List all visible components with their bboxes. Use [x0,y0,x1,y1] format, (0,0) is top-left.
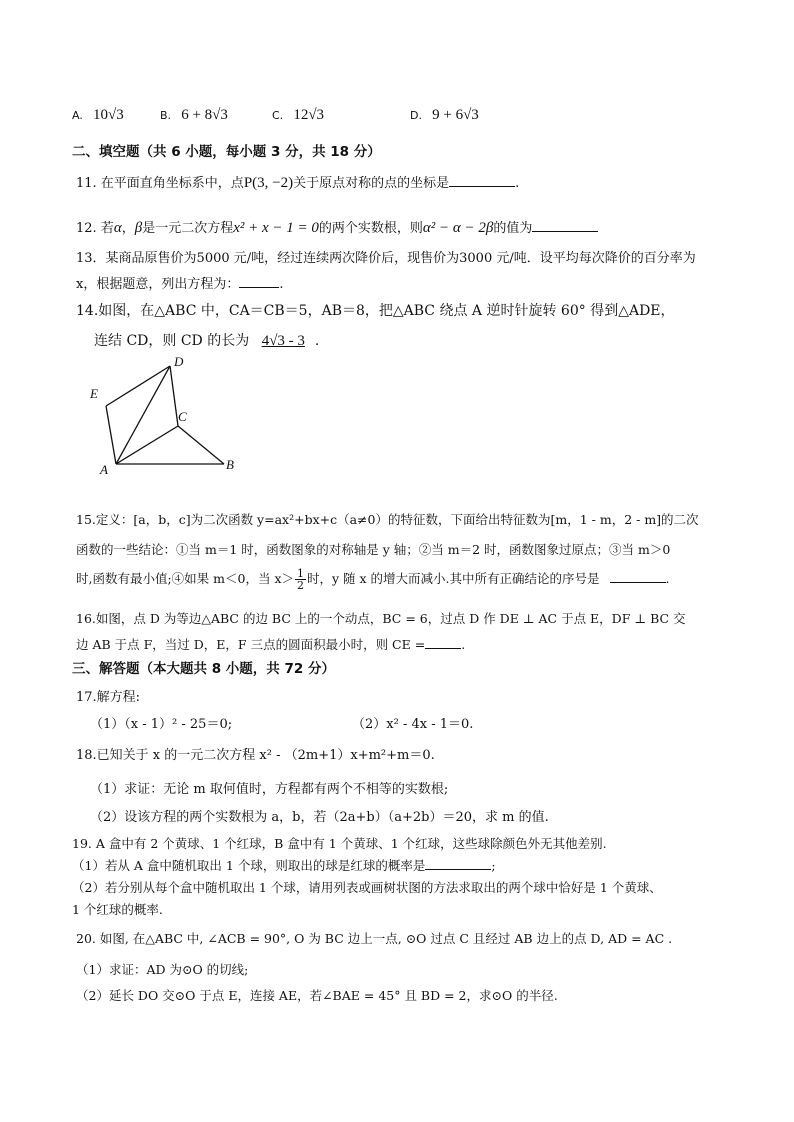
q15-end: . [665,571,670,586]
question-20-title: 20. 如图, 在△ABC 中, ∠ACB = 90°, O 为 BC 边上一点, ⊙O 过点 C 且经过 AB 边上的点 D, AD = AC . [76,931,673,946]
q19-answer-blank[interactable] [425,857,491,870]
option-c [272,107,324,124]
question-15-line-1: 15.定义：[a，b，c]为二次函数 y=ax²+bx+c（a≠0）的特征数，下面给出特征数为[m，1 - m，2 - m]的二次 [76,512,699,527]
label-e: E [90,386,98,401]
question-15-line-2: 函数的一些结论：①当 m＝1 时，函数图象的对称轴是 y 轴；②当 m＝2 时，函数图象过原点；③当 m＞0 [76,542,671,557]
segment-ae [106,406,116,464]
question-20-part-1: （1）求证：AD 为⊙O 的切线; [76,962,249,977]
q11-answer-blank[interactable] [449,174,515,187]
segment-dc [170,366,178,426]
label-a: A [100,462,108,477]
segment-ac [116,426,178,464]
section-3-title: 三、解答题（本大题共 8 小题，共 72 分） [72,661,335,677]
q16-end: . [461,637,466,652]
option-c-label: C. [272,109,284,122]
label-d: D [174,354,184,369]
segment-ed [106,366,170,406]
question-16-line-1: 16.如图，点 D 为等边△ABC 的边 BC 上的一个动点，BC = 6，过点 D 作 DE ⊥ AC 于点 E，DF ⊥ BC 交 [76,611,686,626]
q12-alpha: α [113,220,122,236]
option-d-value: 9 + 6√3 [432,107,479,123]
question-11 [76,172,519,192]
q12-lead: 12. 若 [76,221,114,236]
section-2-title: 二、填空题（共 6 小题，每小题 3 分，共 18 分） [72,144,381,160]
q12-mid: 是一元二次方程 [142,221,234,236]
q14-line-2-text: 连结 CD，则 CD 的长为 [94,333,250,349]
option-c-value: 12√3 [293,107,325,123]
q14-answer: 4√3 - 3 [261,333,305,349]
question-16-line-2 [76,635,465,653]
option-a-value: 10√3 [92,107,124,123]
q14-end: . [314,333,320,349]
geometry-figure [84,352,254,477]
q12-mid2: 的两个实数根，则 [318,221,423,236]
label-c: C [178,409,187,424]
option-b-value: 6 + 8√3 [181,107,228,123]
option-d-label: D. [410,109,422,122]
q11-point: P(3, −2) [243,175,294,191]
question-13-line-2 [76,273,283,292]
question-18-title: 18.已知关于 x 的一元二次方程 x² - （2m+1）x+m²+m＝0. [76,748,435,763]
question-13-line-1: 13．某商品原售价为5000 元/吨，经过连续两次降价后，现售价为3000 元/吨．设平均每次降价的百分率为 [76,251,696,266]
q15-line-3b: 时，y 随 x 的增大而减小.其中所有正确结论的序号是 [307,571,600,586]
q12-answer-blank[interactable] [532,219,598,232]
option-a [72,107,124,124]
q11-lead: 11. 在平面直角坐标系中，点 [76,176,244,191]
q15-fraction [295,568,306,591]
label-b: B [226,457,234,472]
question-20-part-2: （2）延长 DO 交⊙O 于点 E，连接 AE，若∠BAE = 45° 且 BD = 2，求⊙O 的半径. [76,988,558,1003]
q11-tail: 关于原点对称的点的坐标是 [293,176,450,191]
question-19-part-1 [72,856,496,874]
question-18-part-2: （2）设该方程的两个实数根为 a，b，若（2a+b）（a+2b）＝20，求 m 的值. [90,810,549,825]
q12-expression: α² − α − 2β [422,220,494,236]
q19-part-1-text: （1）若从 A 盒中随机取出 1 个球，则取出的球是红球的概率是 [72,858,426,873]
question-17-title: 17.解方程: [76,690,141,705]
q12-equation: x² + x − 1 = 0 [233,220,319,236]
segment-ad [116,366,170,464]
q12-beta: β [134,220,143,236]
q16-line-2-text: 边 AB 于点 F，当过 D，E，F 三点的圆面积最小时，则 CE = [76,637,426,652]
q15-answer-blank[interactable] [610,570,666,583]
question-14-line-1: 14.如图，在△ABC 中，CA＝CB＝5，AB＝8，把△ABC 绕点 A 逆时针旋转 60° 得到△ADE， [76,303,675,319]
question-15-line-3 [76,568,669,591]
q13-end: . [279,277,284,292]
segment-cb [178,426,224,464]
question-17-part-1: （1）（x - 1）² - 25＝0; [90,717,233,732]
option-b-label: B. [160,109,172,122]
q19-part-1-end: ; [491,858,496,873]
question-17-part-2: （2）x² - 4x - 1＝0. [352,717,474,732]
option-b [160,107,228,124]
option-d [410,107,479,124]
q15-fraction-numerator: 1 [297,567,304,580]
option-a-label: A. [72,109,83,122]
question-19-title: 19. A 盒中有 2 个黄球、1 个红球，B 盒中有 1 个黄球、1 个红球，这些球除颜色外无其他差别. [72,836,607,851]
question-14-line-2 [94,330,319,350]
q13-answer-blank[interactable] [239,275,279,288]
q16-answer-blank[interactable] [425,636,461,649]
question-12 [76,217,598,237]
q15-line-3a: 时,函数有最小值;④如果 m＜0，当 x＞ [76,571,294,586]
q15-fraction-denominator: 2 [297,579,304,592]
q11-end: . [515,176,520,191]
question-19-part-2-line-1: （2）若分别从每个盒中随机取出 1 个球，请用列表或画树状图的方法求取出的两个球中恰好是 1 个黄球、 [72,880,662,895]
question-18-part-1: （1）求证：无论 m 取何值时，方程都有两个不相等的实数根; [90,782,449,797]
q12-comma: ， [121,221,135,236]
q12-tail: 的值为 [493,221,533,236]
q13-line-2-text: x，根据题意，列出方程为： [76,277,240,292]
question-19-part-2-line-2: 1 个红球的概率. [72,902,163,917]
